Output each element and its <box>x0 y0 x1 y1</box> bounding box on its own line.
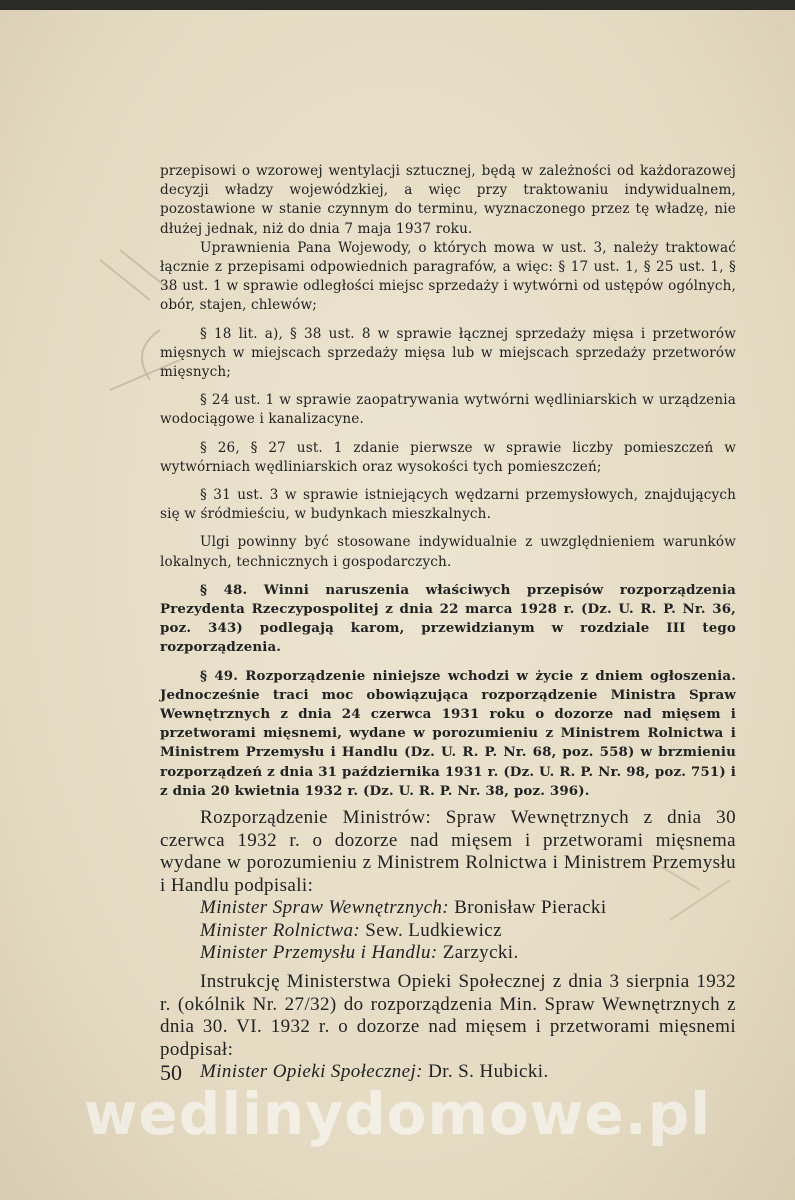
signatories-intro: Rozporządzenie Ministrów: Spraw Wewnętrznych z dnia 30 czerwca 1932 r. o dozorze nad mięsem i przetworami mięsnema wydane w porozumieniu z Ministrem Rolnictwa i Ministrem Przemysłu i Handlu podpisali: <box>160 807 736 896</box>
signature-4-name: Dr. S. Hubicki. <box>428 1061 549 1083</box>
instruction-paragraph: Instrukcję Ministerstwa Opieki Społecznej z dnia 3 sierpnia 1932 r. (okólnik Nr. 27/32) do rozporządzenia Min. Spraw Wewnętrznych z dnia 30. VI. 1932 r. o dozorze nad mięsem i przetworami mięsnemi podpisał: <box>160 970 736 1060</box>
signature-line-2 <box>160 920 736 943</box>
paragraph-section-49: § 49. Rozporządzenie niniejsze wchodzi w życie z dniem ogłoszenia. Jednocześnie traci moc obowiązująca rozporządzenie Ministra Spraw Wewnętrznych z dnia 24 czerwca 1931 roku o dozorze nad mięsem i przetworami mięsnemi, wydane w porozumieniu z Ministrem Rolnictwa i Ministrem Przemysłu i Handlu (Dz. U. R. P. Nr. 68, poz. 558) w brzmieniu rozporządzeń z dnia 31 października 1931 r. (Dz. U. R. P. Nr. 98, poz. 751) i z dnia 20 kwietnia 1932 r. (Dz. U. R. P. Nr. 38, poz. 396). <box>160 667 736 799</box>
paragraph-section-48: § 48. Winni naruszenia właściwych przepisów rozporządzenia Prezydenta Rzeczypospolitej z dnia 22 marca 1928 r. (Dz. U. R. P. Nr. 36, poz. 343) podlegają karom, przewidzianym w rozdziale III tego rozporządzenia. <box>160 581 736 656</box>
signature-1-title: Minister Spraw Wewnętrznych: <box>200 897 450 919</box>
signature-line-3 <box>160 942 736 965</box>
page-number: 50 <box>160 1060 182 1085</box>
scan-top-edge <box>0 0 795 10</box>
signature-2-title: Minister Rolnictwa: <box>200 919 361 941</box>
paragraph-1: przepisowi o wzorowej wentylacji sztucznej, będą w zależności od każdorazowej decyzji władzy wojewódzkiej, a więc przy traktowaniu indywidualnem, pozostawione w stanie czynnym do terminu, wyznaczonego przez tę władzę, nie dłużej jednak, niż do dnia 7 maja 1937 roku. <box>160 163 736 237</box>
paragraph-6: § 31 ust. 3 w sprawie istniejących wędzarni przemysłowych, znajdujących się w śródmieściu, w budynkach mieszkalnych. <box>160 487 736 523</box>
signature-4-title: Minister Opieki Społecznej: <box>200 1061 423 1083</box>
paragraph-4: § 24 ust. 1 w sprawie zaopatrywania wytwórni wędliniarskich w urządzenia wodociągowe i kanalizacyne. <box>160 392 736 428</box>
paragraph-7: Ulgi powinny być stosowane indywidualnie z uwzględnieniem warunków lokalnych, technicznych i gospodarczych. <box>160 534 736 570</box>
paragraph-5: § 26, § 27 ust. 1 zdanie pierwsze w sprawie liczby pomieszczeń w wytwórniach wędliniarskich oraz wysokości tych pomieszczeń; <box>160 439 736 475</box>
paragraph-3: § 18 lit. a), § 38 ust. 8 w sprawie łącznej sprzedaży mięsa i przetworów mięsnych w miejscach sprzedaży mięsa lub w miejscach sprzedaży przetworów mięsnych; <box>160 325 736 381</box>
site-watermark: wedlinydomowe.pl <box>83 1080 712 1148</box>
main-text <box>160 162 736 1084</box>
paragraph-2: Uprawnienia Pana Wojewody, o których mowa w ust. 3, należy traktować łącznie z przepisami odpowiednich paragrafów, a więc: § 17 ust. 1, § 25 ust. 1, § 38 ust. 1 w sprawie odległości miejsc sprzedaży i wytwórni od ustępów ogólnych, obór, stajen, chlewów; <box>160 239 736 314</box>
signature-2-name: Sew. Ludkiewicz <box>365 919 502 941</box>
signature-1-name: Bronisław Pieracki <box>454 897 607 919</box>
signature-3-name: Zarzycki. <box>442 942 519 964</box>
signature-line-1 <box>160 897 736 920</box>
signature-3-title: Minister Przemysłu i Handlu: <box>200 942 438 964</box>
